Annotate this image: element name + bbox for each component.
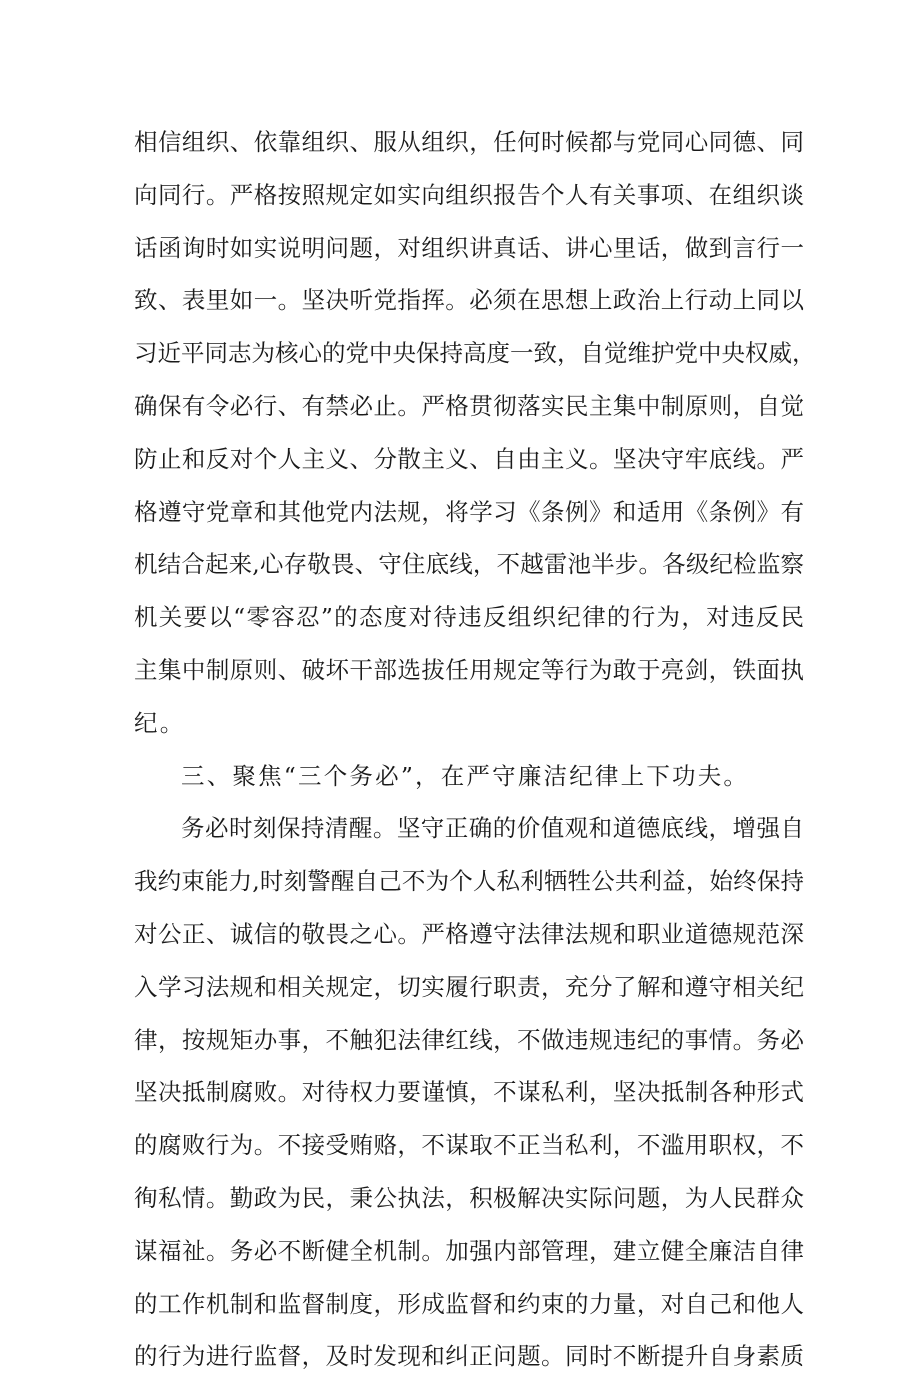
- text-line: 确保有令必行、有禁必止。严格贯彻落实民主集中制原则，自觉: [134, 391, 804, 420]
- text-line: 习近平同志为核心的党中央保持高度一致，自觉维护党中央权威，: [134, 339, 816, 368]
- text-line: 向同行。严格按照规定如实向组织报告个人有关事项、在组织谈: [134, 180, 804, 209]
- text-line: 格遵守党章和其他党内法规，将学习《条例》和适用《条例》有: [134, 497, 804, 526]
- text-line: 谋福祉。务必不断健全机制。加强内部管理，建立健全廉洁自律: [134, 1236, 804, 1265]
- text-line: 主集中制原则、破坏干部选拔任用规定等行为敢于亮剑，铁面执: [134, 655, 804, 684]
- text-line: 的行为进行监督，及时发现和纠正问题。同时不断提升自身素质: [134, 1342, 804, 1371]
- body-text: [134, 116, 816, 1383]
- text-line: 入学习法规和相关规定，切实履行职责，充分了解和遵守相关纪: [134, 972, 804, 1001]
- text-line: 徇私情。勤政为民，秉公执法，积极解决实际问题，为人民群众: [134, 1183, 804, 1212]
- text-line: 的工作机制和监督制度，形成监督和约束的力量，对自己和他人: [134, 1289, 804, 1318]
- text-line: 的腐败行为。不接受贿赂，不谋取不正当私利，不滥用职权，不: [134, 1131, 804, 1160]
- text-line: 对公正、诚信的敬畏之心。严格遵守法律法规和职业道德规范深: [134, 919, 804, 948]
- section-heading: 三、聚焦“三个务必”，在严守廉洁纪律上下功夫。: [181, 761, 750, 790]
- text-line: 话函询时如实说明问题，对组织讲真话、讲心里话，做到言行一: [134, 233, 804, 262]
- text-line: 防止和反对个人主义、分散主义、自由主义。坚决守牢底线。严: [134, 444, 804, 473]
- text-line: 机关要以“零容忍”的态度对待违反组织纪律的行为，对违反民: [134, 603, 804, 632]
- text-line: 我约束能力,时刻警醒自己不为个人私利牺牲公共利益，始终保持: [134, 867, 804, 896]
- paragraph-first-line: 务必时刻保持清醒。坚守正确的价值观和道德底线，增强自: [181, 814, 804, 843]
- text-line: 律，按规矩办事，不触犯法律红线，不做违规违纪的事情。务必: [134, 1025, 804, 1054]
- text-line: 相信组织、依靠组织、服从组织，任何时候都与党同心同德、同: [134, 128, 804, 156]
- text-line: 纪。: [134, 708, 186, 737]
- text-line: 坚决抵制腐败。对待权力要谨慎，不谋私利，坚决抵制各种形式: [134, 1078, 804, 1107]
- text-line: 致、表里如一。坚决听党指挥。必须在思想上政治上行动上同以: [134, 286, 804, 315]
- text-line: 机结合起来,心存敬畏、守住底线，不越雷池半步。各级纪检监察: [134, 550, 804, 579]
